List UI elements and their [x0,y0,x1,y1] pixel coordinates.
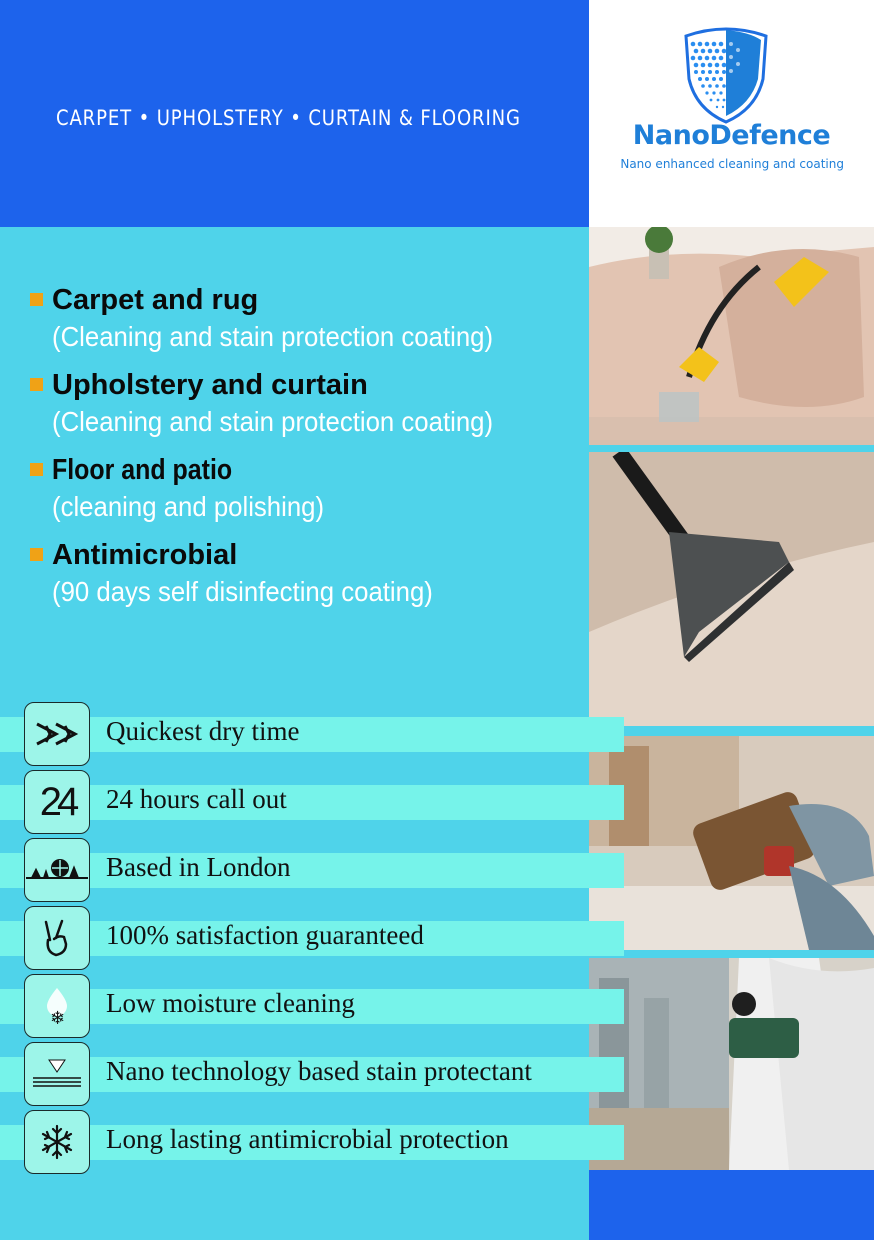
feature-bar [0,717,624,752]
header-band [0,0,589,227]
bullet-square [30,378,43,391]
service-title: Upholstery and curtain [52,369,368,401]
services-list [30,283,585,623]
london-skyline-icon [24,838,90,902]
feature-bar [0,785,624,820]
svg-text:❄: ❄ [50,1008,66,1028]
service-subtitle: (90 days self disinfecting coating) [52,576,433,607]
brand-name: NanoDefence [632,120,831,151]
snowflake-icon [24,1110,90,1174]
droplet-icon [24,974,90,1038]
service-title: Floor and patio [52,454,233,486]
photo-hazmat-fogging [589,958,874,1170]
24-hours-icon-text: 24 [39,779,75,824]
service-item [30,368,585,442]
layers-icon [24,1042,90,1106]
feature-bar [0,853,624,888]
feature-item [0,906,624,974]
brand-logo-panel [589,0,874,227]
service-subtitle: (cleaning and polishing) [52,491,325,522]
feature-label: Nano technology based stain protectant [106,1056,532,1086]
service-item [30,538,585,612]
footer-band [589,1170,874,1240]
feature-label: Long lasting antimicrobial protection [106,1124,509,1154]
feature-item [0,1110,624,1178]
feature-item [0,974,624,1042]
feature-label: 24 hours call out [106,784,287,814]
shield-logo-icon [681,24,771,124]
photo-disinfection-sprayer [589,736,874,950]
feature-item [0,702,624,770]
victory-hand-icon [24,906,90,970]
fast-forward-icon [24,702,90,766]
feature-item [0,1042,624,1110]
feature-label: Quickest dry time [106,716,300,746]
bullet-square [30,463,43,476]
service-subtitle: (Cleaning and stain protection coating) [52,406,494,437]
brand-subtitle: Nano enhanced cleaning and coating [620,157,844,171]
feature-label: Based in London [106,852,291,882]
service-title: Antimicrobial [52,539,238,571]
feature-item [0,770,624,838]
photo-carpet-extraction [589,452,874,726]
service-title: Carpet and rug [52,284,259,316]
service-subtitle: (Cleaning and stain protection coating) [52,321,494,352]
service-item [30,283,585,357]
feature-label: 100% satisfaction guaranteed [106,920,424,950]
service-item [30,453,585,527]
bullet-square [30,293,43,306]
feature-label: Low moisture cleaning [106,988,355,1018]
bullet-square [30,548,43,561]
feature-item [0,838,624,906]
24-hours-icon [24,770,90,834]
services-tagline: CARPET • UPHOLSTERY • CURTAIN & FLOORING [56,106,521,130]
photo-upholstery-cleaning [589,227,874,445]
